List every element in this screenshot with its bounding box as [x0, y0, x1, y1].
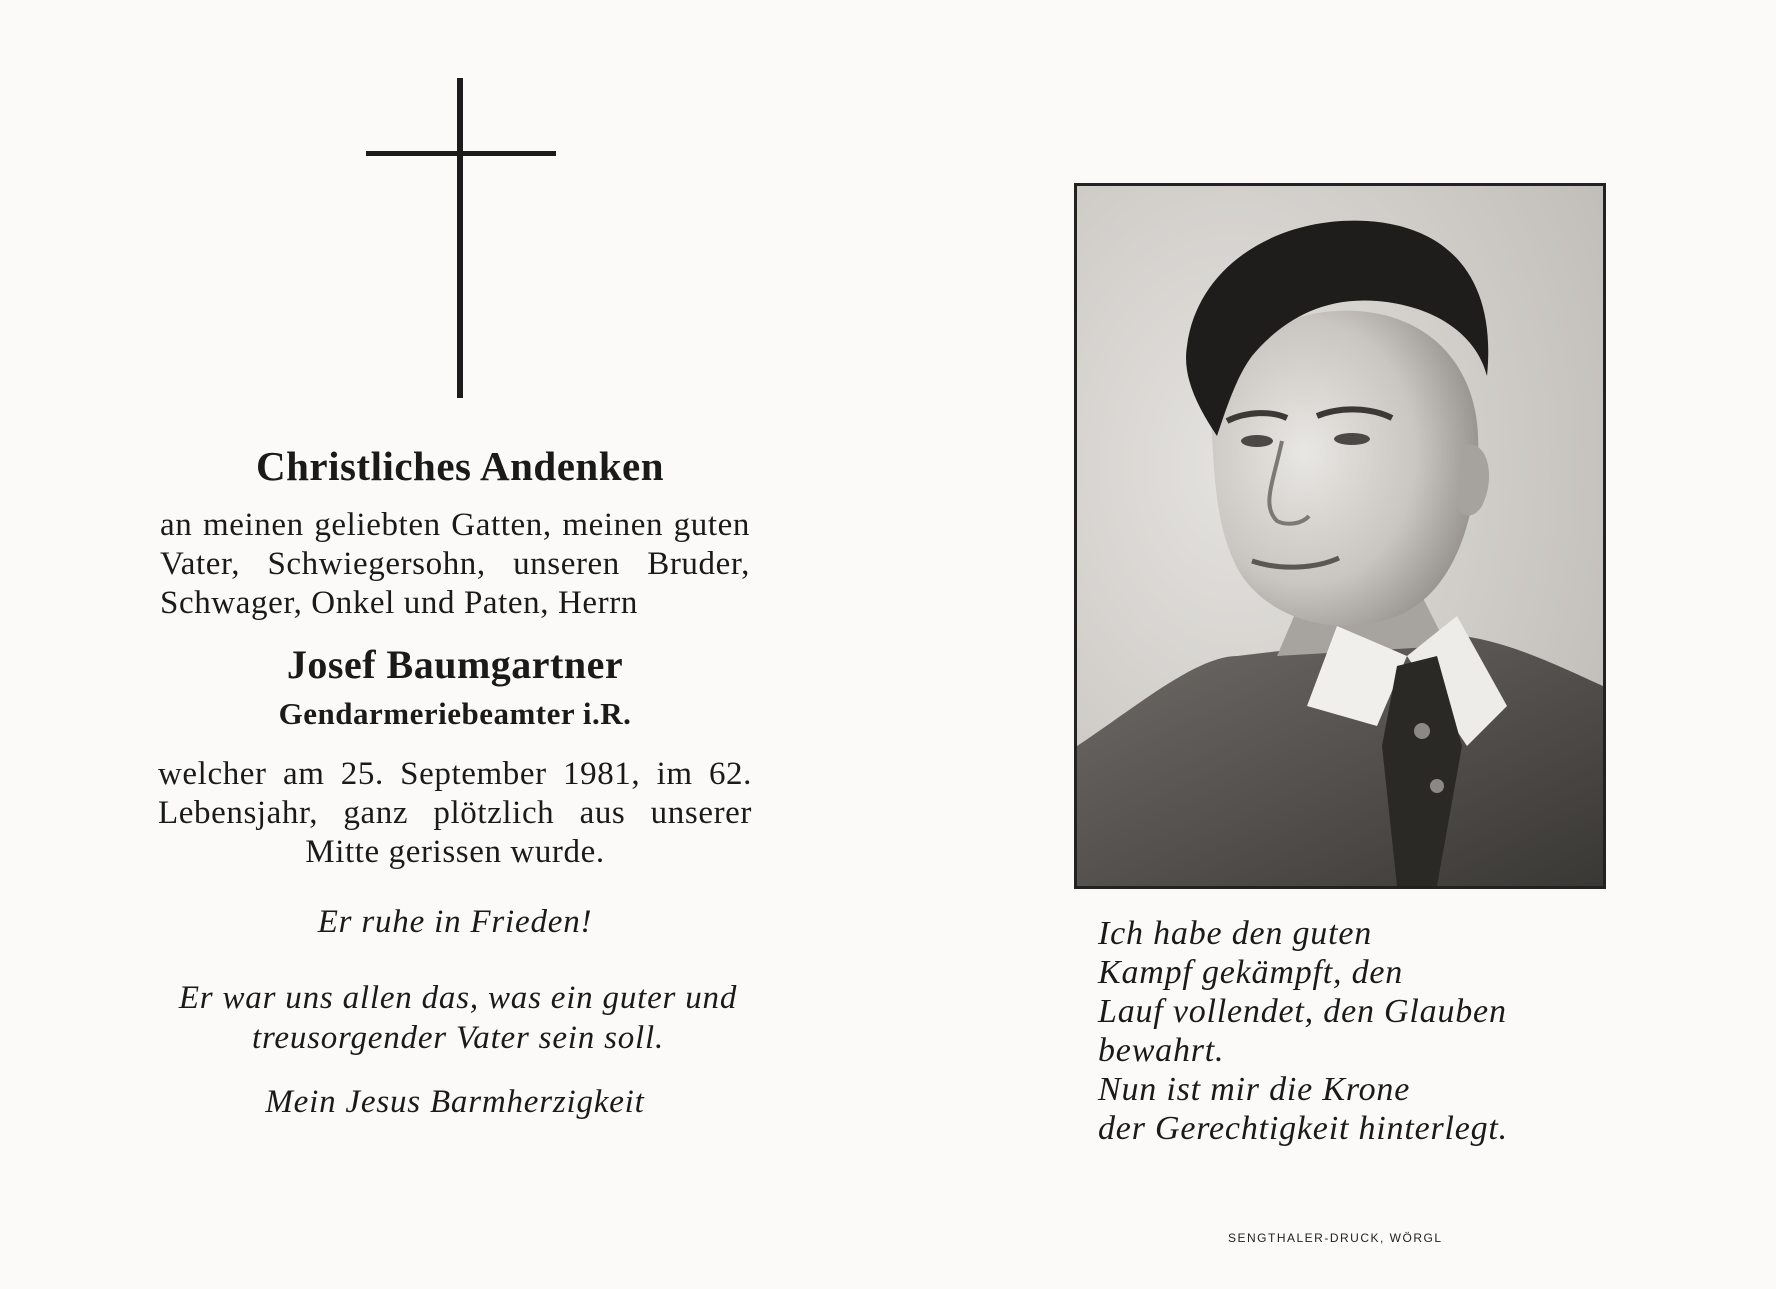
verse-line: der Gerechtigkeit hinterlegt. [1098, 1110, 1508, 1147]
verse-line: Kampf gekämpft, den [1098, 954, 1404, 991]
portrait-photo [1074, 183, 1606, 889]
tribute-text: Er war uns allen das, was ein guter und treusorgender Vater sein soll. [178, 980, 738, 1056]
dedication-text: an meinen geliebten Gatten, meinen guten Vater, Schwiegersohn, unseren Bruder, Schwager, Onkel und Paten, Herrn [160, 507, 750, 621]
bible-verse [1098, 914, 1618, 1148]
deceased-rank: Gendarmeriebeamter i.R. [278, 696, 632, 731]
verse-line: Ich habe den guten [1098, 915, 1373, 952]
verse-line: Nun ist mir die Krone [1098, 1071, 1411, 1108]
cross-icon [366, 78, 556, 398]
death-notice: welcher am 25. September 1981, im 62. Lebensjahr, ganz plötzlich aus unserer Mitte gerissen wurde. [158, 756, 752, 870]
prayer-text: Mein Jesus Barmherzigkeit [265, 1084, 645, 1120]
verse-line: Lauf vollendet, den Glauben [1098, 993, 1507, 1030]
printer-imprint: SENGTHALER-DRUCK, WÖRGL [1228, 1231, 1443, 1245]
blessing-text: Er ruhe in Frieden! [317, 904, 593, 940]
deceased-name: Josef Baumgartner [286, 642, 624, 687]
memorial-text-column [150, 438, 760, 1122]
card-title: Christliches Andenken [255, 443, 665, 489]
verse-line: bewahrt. [1098, 1032, 1225, 1069]
